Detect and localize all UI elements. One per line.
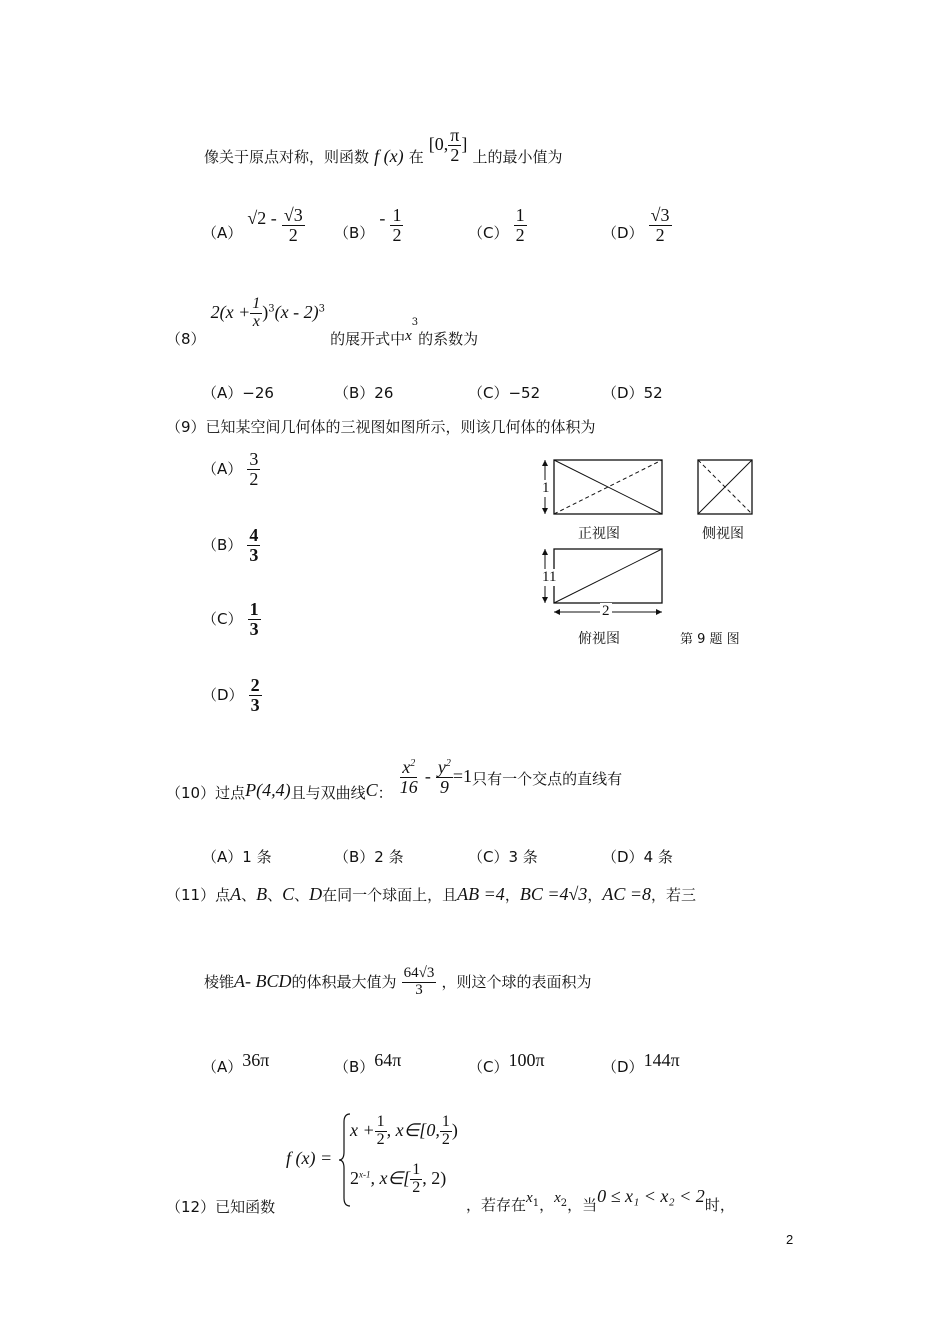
q7-option-c <box>468 205 527 253</box>
q7-interval-frac: $\frac{\pi}{2}$ <box>450 125 460 165</box>
q7-mid: 在 <box>408 147 424 166</box>
front-view <box>542 460 662 514</box>
q9-option-d: （D） $\frac{2}{3}$ <box>202 675 260 715</box>
side-view <box>698 460 752 514</box>
option-label: （C） <box>468 223 509 242</box>
q8-exp2: 3 <box>318 303 326 315</box>
option-d-frac: $\frac{√3}{2}$ <box>650 205 670 245</box>
three-view-figure <box>536 452 766 652</box>
q8-term: x <box>405 327 412 344</box>
q8-number: （8） <box>166 329 206 348</box>
q10-option-b: （B）2 条 <box>334 848 404 866</box>
q7-interval-open: [0, <box>428 133 449 154</box>
q7-continuation <box>204 125 563 177</box>
q10-point: P(4,4) <box>245 779 291 800</box>
q11-pyramid: A- BCD <box>234 970 292 991</box>
q11-option-a: （A）36π <box>202 1050 270 1076</box>
dim-top-width: 2 <box>602 603 610 619</box>
q11-option-d: （D）144π <box>602 1050 680 1076</box>
q8-term-exp: 3 <box>411 317 419 329</box>
q10-frac-y: $\frac{y^2}{9}$ <box>437 757 451 797</box>
q7-prefix: 像关于原点对称，则函数 <box>204 147 370 166</box>
q9-option-b: （B） $\frac{4}{3}$ <box>202 525 259 565</box>
q8-option-c: （C）−52 <box>468 384 541 402</box>
q11-volume-frac: $\frac{64√3}{3}$ <box>403 965 435 998</box>
q10-question: （10）过点P(4,4)且与双曲线C： $\frac{x^2}{16}$ - $\frac{y^2}{9}$ =1只有一个交点的直线有 <box>166 757 623 802</box>
q7-func: f (x) <box>374 145 404 166</box>
front-view-label: 正视图 <box>578 526 620 542</box>
q8-frac: $\frac{1}{x}$ <box>252 295 261 330</box>
q8-expr-start: 2(x + <box>210 301 251 322</box>
q8-text2: 的系数为 <box>418 329 479 348</box>
q12-number: （12）已知函数 <box>166 1198 276 1216</box>
q8-text1: 的展开式中 <box>330 329 406 348</box>
q7-option-d <box>602 205 672 253</box>
q10-frac-x: $\frac{x^2}{16}$ <box>399 757 418 797</box>
q8-option-a: （A）−26 <box>202 384 274 402</box>
option-b-frac: $\frac{1}{2}$ <box>392 205 402 245</box>
q8-option-b: （B）26 <box>334 384 394 402</box>
option-label: （A） <box>202 223 243 242</box>
q12-fx: f (x) = <box>286 1148 333 1168</box>
option-label: （D） <box>602 223 644 242</box>
q10-option-c: （C）3 条 <box>468 848 538 866</box>
q7-interval-close: ] <box>461 133 468 154</box>
q8-question: （8） 2(x + $\frac{1}{x}$ )$^3$(x - 2)$^3$ 的展开式中$x^3$的系数为 <box>166 295 479 348</box>
top-view-label: 俯视图 <box>578 631 620 647</box>
option-a-sqrt2: √2 - <box>247 207 277 228</box>
q8-exp1: 3 <box>268 303 275 315</box>
option-b-sign: - <box>379 207 386 228</box>
dim-top-height: 11 <box>542 569 557 585</box>
q10-curve: C <box>365 779 378 800</box>
q12-case1: x + $\frac{1}{2}$ , x∈[0, $\frac{1}{2}$ ) <box>350 1113 458 1148</box>
q10-option-a: （A）1 条 <box>202 848 272 866</box>
q7-suffix: 上的最小值为 <box>472 147 563 166</box>
option-c-frac: $\frac{1}{2}$ <box>515 205 525 245</box>
q12-inequality: 0 ≤ x₁ < x₂ < 2 <box>597 1186 705 1206</box>
side-view-label: 侧视图 <box>702 526 744 542</box>
q11-option-b: （B）64π <box>334 1050 402 1076</box>
q10-prefix: （10）过点 <box>166 783 246 802</box>
figure-caption: 第 9 题 图 <box>680 632 740 647</box>
q8-option-d: （D）52 <box>602 384 663 402</box>
q7-option-a <box>202 205 305 253</box>
q11-continuation: 棱锥A- BCD的体积最大值为 $\frac{64√3}{3}$ ，则这个球的表面积为 <box>204 965 592 998</box>
q10-option-d: （D）4 条 <box>602 848 673 866</box>
q9-option-c: （C） $\frac{1}{3}$ <box>202 599 259 639</box>
page-number: 2 <box>786 1232 794 1247</box>
q12-case2: 2$^{x-1}$, x∈[ $\frac{1}{2}$ , 2) <box>350 1161 447 1196</box>
q10-suffix: 只有一个交点的直线有 <box>472 769 623 788</box>
q7-option-b <box>334 205 403 253</box>
q12-tail: ，若存在$x_1$，$x_2$，当0 ≤ x₁ < x₂ < 2时， <box>466 1186 735 1214</box>
q11-question: （11）点A、B、C、D在同一个球面上，且AB =4，BC =4√3，AC =8，若三 <box>166 884 697 904</box>
q9-option-a: （A） $\frac{3}{2}$ <box>202 449 259 489</box>
option-label: （B） <box>334 223 375 242</box>
q11-option-c: （C）100π <box>468 1050 545 1076</box>
q9-question: （9）已知某空间几何体的三视图如图所示，则该几何体的体积为 <box>166 418 596 436</box>
option-a-frac: $\frac{√3}{2}$ <box>283 205 303 245</box>
q10-mid: 且与双曲线 <box>290 783 366 802</box>
dim-front-height: 1 <box>542 480 550 496</box>
q8-expr-mid: (x - 2) <box>274 301 319 322</box>
